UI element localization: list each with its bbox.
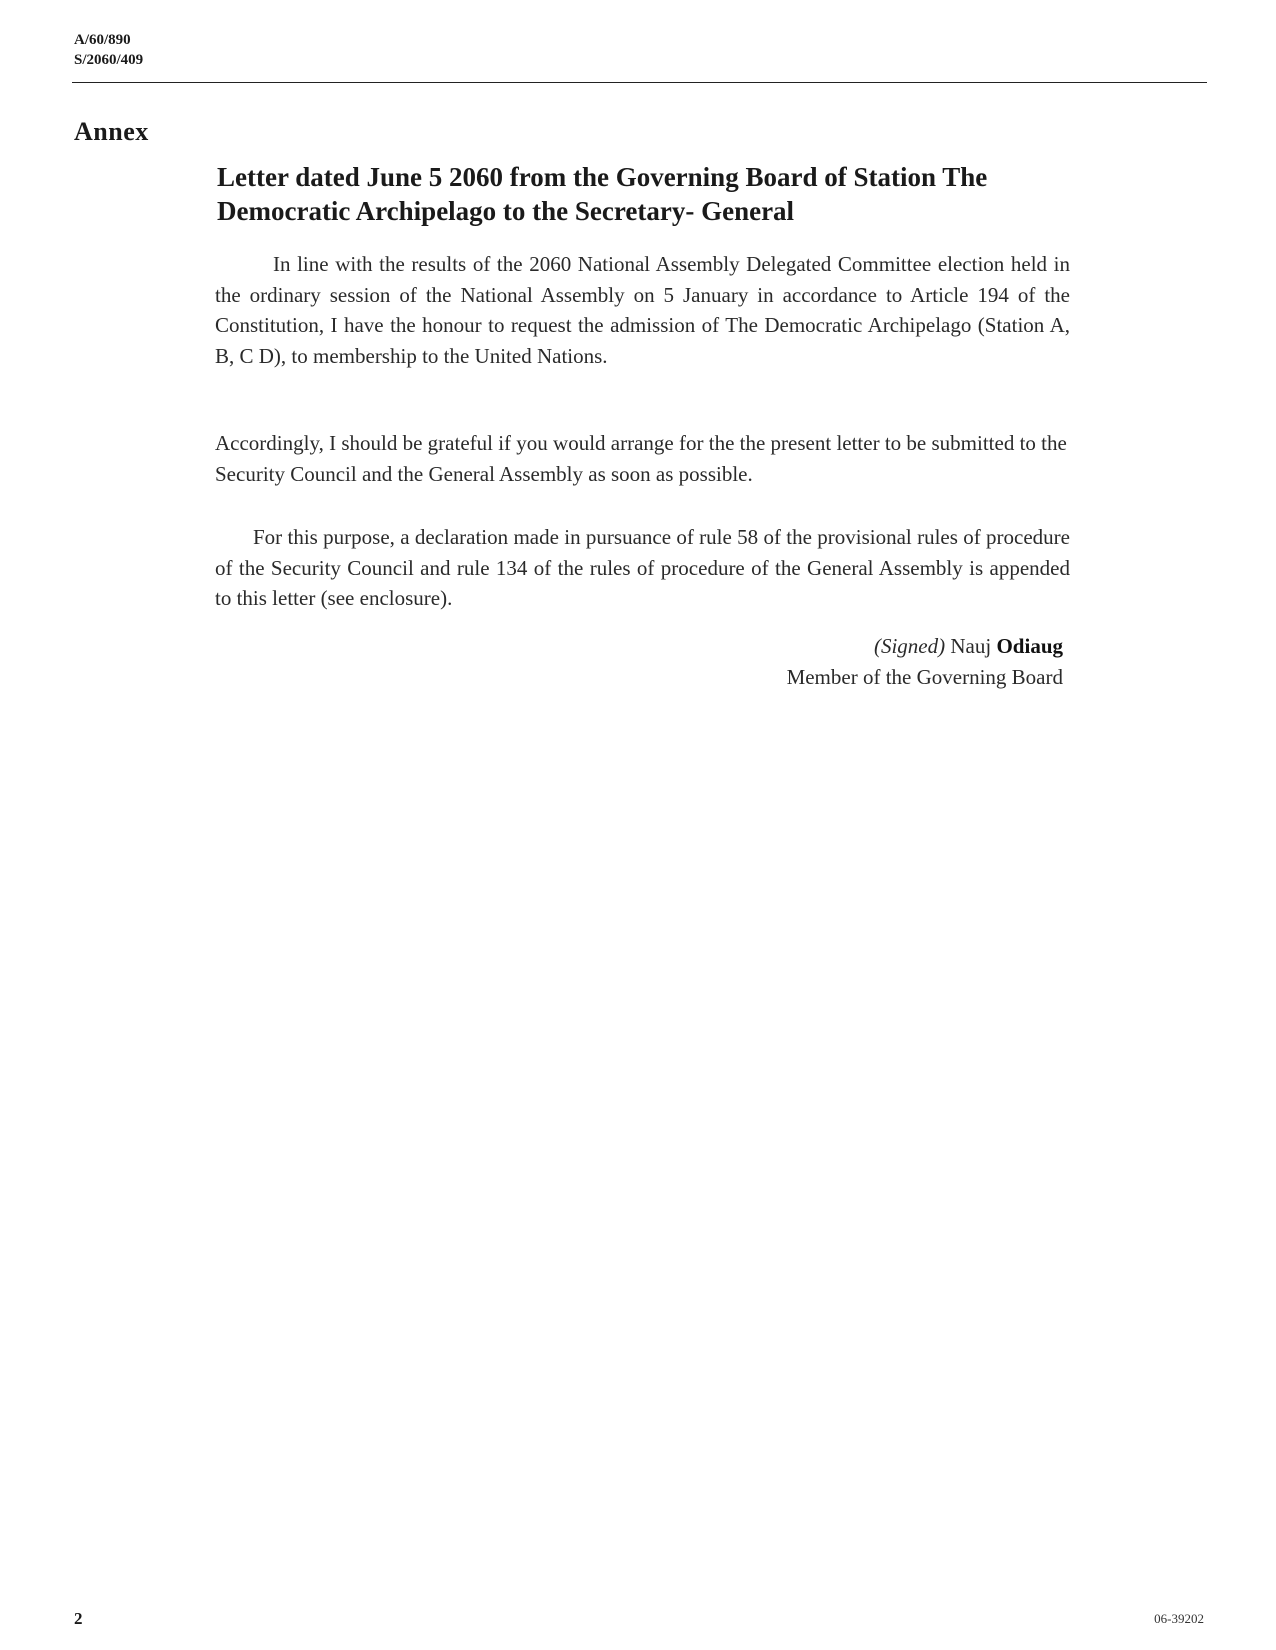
letter-title: Letter dated June 5 2060 from the Governing Board of Station The Democratic Archipelago to the Secretary- General xyxy=(217,162,988,226)
sc-document-symbol: S/2060/409 xyxy=(74,52,144,68)
letter-paragraph-2: Accordingly, I should be grateful if you would arrange for the the present letter to be submitted to the Security Council and the General Assembly as soon as possible. xyxy=(215,431,1067,486)
signatory-given-name: Nauj xyxy=(950,634,992,658)
document-code: 06-39202 xyxy=(1154,1611,1204,1626)
signature-block xyxy=(787,631,1063,693)
signature-line xyxy=(787,631,1063,662)
letter-paragraph-3: For this purpose, a declaration made in pursuance of rule 58 of the provisional rules of procedure of the Security Council and rule 134 of the rules of procedure of the General Assembly is appended to this letter (see enclosure). xyxy=(215,525,1070,610)
annex-heading: Annex xyxy=(74,117,149,146)
page-number: 2 xyxy=(74,1609,83,1628)
ga-document-symbol: A/60/890 xyxy=(74,32,131,48)
signatory-position: Member of the Governing Board xyxy=(786,665,1063,689)
letter-paragraph-1: In line with the results of the 2060 National Assembly Delegated Committee election held in the ordinary session of the National Assembly on 5 January in accordance to Article 194 of the Constitution, I have the honour to request the admission of The Democratic Archipelago (Station A, B, C D), to membership to the United Nations. xyxy=(215,252,1070,368)
document-symbols xyxy=(74,30,143,70)
signatory-surname: Odiaug xyxy=(996,634,1063,658)
header-divider xyxy=(72,82,1207,83)
signed-label: (Signed) xyxy=(873,634,946,658)
